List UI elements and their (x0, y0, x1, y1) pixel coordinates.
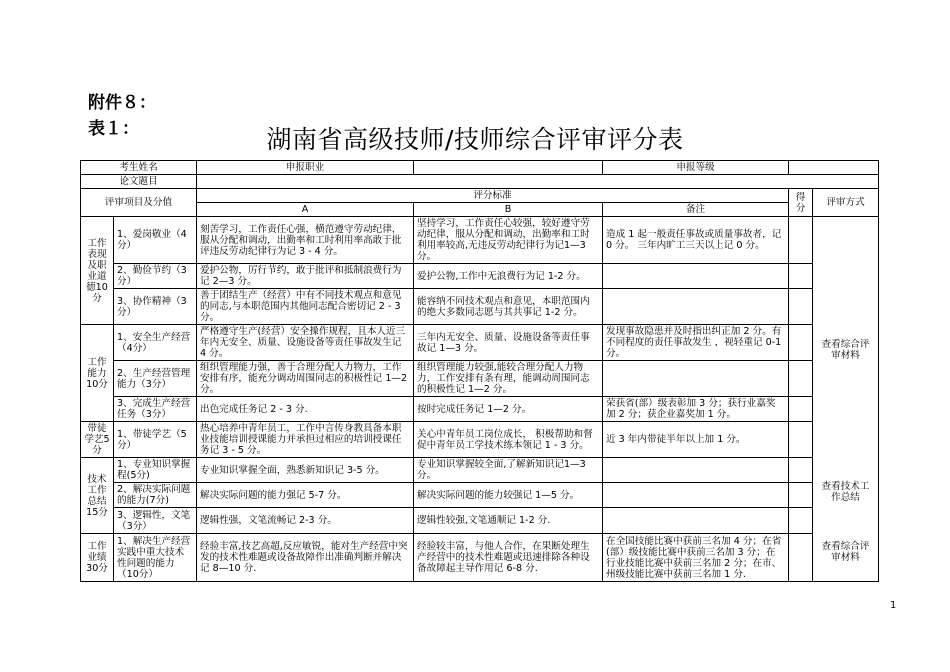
criteria-b: 逻辑性较强,文笔通顺记 1-2 分. (414, 508, 603, 534)
criteria-a: 出色完成任务记 2 - 3 分. (197, 397, 414, 422)
item-name: 1、解决生产经营实践中重大技术性问题的能力（10分） (114, 534, 197, 582)
note (603, 508, 789, 534)
method-column-body (813, 217, 879, 582)
score-column-header: 得分 (789, 189, 813, 217)
table-row (81, 508, 879, 534)
criteria-a: 善于团结生产（经营）中有不同技术观点和意见的同志,与本职范围内其他同志配合密切记 2 - 3 分。 (197, 289, 414, 325)
declared-job-label: 申报职业 (197, 161, 414, 175)
declared-level-label: 申报等级 (603, 161, 789, 175)
grade-a-header: A (197, 203, 414, 217)
criteria-a: 逻辑性强，文笔流畅记 2-3 分。 (197, 508, 414, 534)
criteria-column-header: 评分标准 (197, 189, 789, 203)
item-name: 1、专业知识掌握程(5分) (114, 458, 197, 483)
declared-level-value[interactable] (789, 161, 879, 175)
criteria-b: 爱护公物,工作中无浪费行为记 1-2 分。 (414, 264, 603, 289)
method-summary: 查看技术工作总结 (821, 481, 870, 503)
score-cell[interactable] (789, 422, 813, 458)
note (603, 458, 789, 483)
score-table (80, 160, 879, 582)
table-row (81, 361, 879, 397)
table-row (81, 325, 879, 361)
method-column-header: 评审方式 (813, 189, 879, 217)
item-name: 1、爱岗敬业（4分） (114, 217, 197, 264)
criteria-a: 热心培养中青年员工，工作中言传身教具备本职业技能培训授课能力并承担过相应的培训授课任务记 3 - 5 分。 (197, 422, 414, 458)
score-cell[interactable] (789, 534, 813, 582)
note (603, 264, 789, 289)
criteria-b: 组织管理能力较强,能较合理分配人力物力，工作安排有条有理，能调动周围同志的积极性记 1—2 分。 (414, 361, 603, 397)
table-row (81, 458, 879, 483)
item-name: 1、安全生产经营（4分） (114, 325, 197, 361)
candidate-name-label: 考生姓名 (81, 161, 197, 175)
thesis-title-value[interactable] (197, 175, 879, 189)
table-row (81, 422, 879, 458)
note: 发现事故隐患并及时指出纠正加 2 分。有不同程度的责任事故发生 ，视轻重记 0-1 分。 (603, 325, 789, 361)
score-cell[interactable] (789, 458, 813, 483)
note: 在全国技能比赛中获前三名加 4 分；在省(部）级技能比赛中获前三名加 3 分；在行业技能比赛中获前三名加 2 分；在市、州级技能比赛中获前三名加 1 分. (603, 534, 789, 582)
criteria-a: 爱护公物，厉行节约，敢于批评和抵制浪费行为记 2—3 分。 (197, 264, 414, 289)
category-summary: 技术工作总结15分 (81, 458, 114, 534)
criteria-b: 解决实际问题的能力较强记 1—5 分。 (414, 483, 603, 508)
table-row (81, 534, 879, 582)
criteria-b: 经验较丰富，与他人合作，在果断处理生产经营中的技术性难题或迅速排除各种设备故障起主导作用记 6-8 分. (414, 534, 603, 582)
criteria-b: 按时完成任务记 1—2 分。 (414, 397, 603, 422)
item-name: 3、协作精神（3分） (114, 289, 197, 325)
thesis-title-label: 论文题目 (81, 175, 197, 189)
note (603, 483, 789, 508)
table-row (81, 264, 879, 289)
table-row (81, 397, 879, 422)
criteria-b: 坚持学习，工作责任心较强，较好遵守劳动纪律，服从分配和调动，出勤率和工时利用率较高,无违反劳动纪律行为记1—3 分。 (414, 217, 603, 264)
note: 荣获省(部）级表彰加 3 分；获行业嘉奖加 2 分；获企业嘉奖加 1 分。 (603, 397, 789, 422)
method-performance: 查看综合评审材料 (821, 541, 870, 563)
attachment-label: 附件８： (88, 93, 156, 113)
note: 造成 1 起一般责任事故或质量事故者，记 0 分。 三年内旷工三天以上记 0 分。 (603, 217, 789, 264)
grade-b-header: B (414, 203, 603, 217)
criteria-a: 专业知识掌握全面，熟悉新知识记 3-5 分。 (197, 458, 414, 483)
criteria-b: 关心中青年员工岗位成长， 积极帮助和督促中青年员工学技术练本领记 1 - 3 分。 (414, 422, 603, 458)
item-column-header: 评审项目及分值 (81, 189, 197, 217)
score-cell[interactable] (789, 397, 813, 422)
criteria-b: 能容纳不同技术观点和意见，本职范围内的绝大多数同志愿与其共事记 1-2 分。 (414, 289, 603, 325)
criteria-a: 解决实际问题的能力强记 5-7 分。 (197, 483, 414, 508)
category-ethics: 工作表现及职业道德10分 (81, 217, 114, 325)
score-cell[interactable] (789, 217, 813, 264)
note (603, 289, 789, 325)
score-cell[interactable] (789, 325, 813, 361)
criteria-b: 专业知识掌握较全面,了解新知识记1—3 分。 (414, 458, 603, 483)
criteria-a: 组织管理能力强，善于合理分配人力物力，工作安排有序，能充分调动周围同志的积极性记 1—2 分。 (197, 361, 414, 397)
criteria-a: 经验丰富,技艺高超,反应敏锐，能对生产经营中突发的技术性难题或设备故障作出准确判断并解决记 8—10 分. (197, 534, 414, 582)
score-cell[interactable] (789, 264, 813, 289)
item-name: 1、带徒学艺（5分） (114, 422, 197, 458)
item-name: 2、勤俭节约（3分） (114, 264, 197, 289)
category-ability: 工作能力10分 (81, 325, 114, 422)
note: 近 3 年内带徒半年以上加 1 分。 (603, 422, 789, 458)
table-row (81, 289, 879, 325)
table-row (81, 483, 879, 508)
note (603, 361, 789, 397)
score-cell[interactable] (789, 289, 813, 325)
declared-job-value[interactable] (414, 161, 603, 175)
note-header: 备注 (603, 203, 789, 217)
page-title: 湖南省高级技师/技师综合评审评分表 (266, 125, 684, 154)
page-number: 1 (890, 600, 897, 611)
item-name: 3、完成生产经营任务（3分） (114, 397, 197, 422)
score-cell[interactable] (789, 361, 813, 397)
score-cell[interactable] (789, 508, 813, 534)
criteria-a: 刻苦学习，工作责任心强，横范遵守劳动纪律，服从分配和调动，出勤率和工时利用率高敢于批评违反劳动纪律行为记 3 - 4 分。 (197, 217, 414, 264)
item-name: 2、解决实际问题的能力(7分) (114, 483, 197, 508)
method-ability: 查看综合评审材料 (821, 339, 870, 361)
criteria-b: 三年内无安全、质量、设施设备等责任事故记 1—3 分。 (414, 325, 603, 361)
table-number-label: 表１： (88, 119, 139, 139)
item-name: 2、生产经营管理能力（3分） (114, 361, 197, 397)
category-mentoring: 带徒学艺5分 (81, 422, 114, 458)
score-cell[interactable] (789, 483, 813, 508)
item-name: 3、逻辑性，文笔（3分） (114, 508, 197, 534)
category-performance: 工作业绩30分 (81, 534, 114, 582)
criteria-a: 严格遵守生产(经营）安全操作规程，且本人近三年内无安全、质量、设施设备等责任事故发生记 4 分。 (197, 325, 414, 361)
table-row (81, 217, 879, 264)
